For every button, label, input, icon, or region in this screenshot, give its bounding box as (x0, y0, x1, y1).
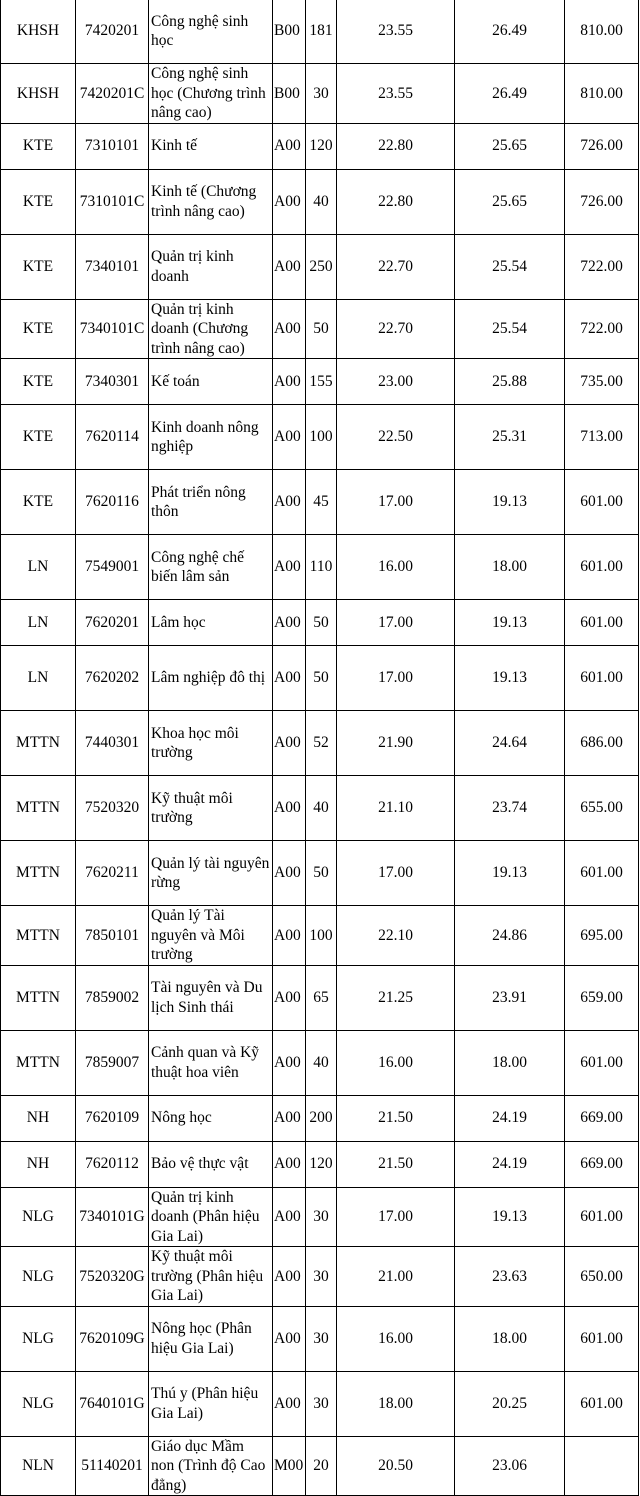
score-cell: 17.00 (337, 470, 455, 535)
major-name-cell: Tài nguyên và Du lịch Sinh thái (149, 965, 273, 1030)
score-cell: 23.55 (337, 0, 455, 64)
quota-cell: 250 (306, 234, 337, 299)
major-name-cell: Phát triển nông thôn (149, 470, 273, 535)
score-1200-cell: 601.00 (565, 470, 639, 535)
major-name-cell: Lâm học (149, 600, 273, 646)
quota-cell: 200 (306, 1095, 337, 1141)
quota-cell: 40 (306, 776, 337, 841)
subject-group-cell: A00 (273, 1247, 306, 1307)
score-cell: 18.00 (337, 1371, 455, 1436)
score-cell: 22.80 (337, 123, 455, 169)
table-row (1, 64, 639, 124)
major-name-cell: Công nghệ sinh học (149, 0, 273, 64)
score-30-cell: 23.63 (455, 1247, 565, 1307)
major-name-cell: Kỹ thuật môi trường (Phân hiệu Gia Lai) (149, 1247, 273, 1307)
faculty-code-cell: MTTN (1, 711, 76, 776)
subject-group-cell: A00 (273, 1371, 306, 1436)
quota-cell: 40 (306, 1030, 337, 1095)
score-cell: 22.10 (337, 906, 455, 966)
major-name-cell: Quản trị kinh doanh (Chương trình nâng cao) (149, 299, 273, 359)
score-cell: 23.00 (337, 359, 455, 405)
score-cell: 21.50 (337, 1095, 455, 1141)
faculty-code-cell: NLG (1, 1306, 76, 1371)
quota-cell: 50 (306, 646, 337, 711)
faculty-code-cell: MTTN (1, 841, 76, 906)
subject-group-cell: A00 (273, 359, 306, 405)
major-code-cell: 7340301 (76, 359, 149, 405)
quota-cell: 120 (306, 1141, 337, 1187)
major-name-cell: Bảo vệ thực vật (149, 1141, 273, 1187)
major-name-cell: Quản lý Tài nguyên và Môi trường (149, 906, 273, 966)
score-30-cell: 25.65 (455, 169, 565, 234)
quota-cell: 50 (306, 299, 337, 359)
quota-cell: 50 (306, 841, 337, 906)
table-row (1, 841, 639, 906)
score-30-cell: 20.25 (455, 1371, 565, 1436)
major-code-cell: 51140201 (76, 1436, 149, 1496)
subject-group-cell: A00 (273, 1141, 306, 1187)
score-1200-cell: 601.00 (565, 535, 639, 600)
score-cell: 16.00 (337, 535, 455, 600)
major-name-cell: Quản trị kinh doanh (149, 234, 273, 299)
score-1200-cell: 601.00 (565, 1306, 639, 1371)
subject-group-cell: B00 (273, 64, 306, 124)
faculty-code-cell: LN (1, 535, 76, 600)
subject-group-cell: A00 (273, 841, 306, 906)
subject-group-cell: A00 (273, 123, 306, 169)
major-code-cell: 7420201C (76, 64, 149, 124)
major-name-cell: Thú y (Phân hiệu Gia Lai) (149, 1371, 273, 1436)
subject-group-cell: A00 (273, 234, 306, 299)
score-30-cell: 18.00 (455, 1306, 565, 1371)
faculty-code-cell: KTE (1, 299, 76, 359)
major-code-cell: 7620116 (76, 470, 149, 535)
score-1200-cell: 686.00 (565, 711, 639, 776)
score-30-cell: 23.06 (455, 1436, 565, 1496)
major-code-cell: 7859007 (76, 1030, 149, 1095)
score-1200-cell: 722.00 (565, 299, 639, 359)
major-code-cell: 7340101G (76, 1187, 149, 1247)
quota-cell: 110 (306, 535, 337, 600)
score-30-cell: 26.49 (455, 0, 565, 64)
major-code-cell: 7310101C (76, 169, 149, 234)
score-30-cell: 24.86 (455, 906, 565, 966)
score-cell: 17.00 (337, 841, 455, 906)
score-1200-cell: 655.00 (565, 776, 639, 841)
quota-cell: 100 (306, 405, 337, 470)
major-name-cell: Công nghệ chế biến lâm sản (149, 535, 273, 600)
faculty-code-cell: NH (1, 1095, 76, 1141)
score-1200-cell: 601.00 (565, 1030, 639, 1095)
score-cell: 22.70 (337, 234, 455, 299)
subject-group-cell: A00 (273, 1030, 306, 1095)
major-code-cell: 7620201 (76, 600, 149, 646)
score-cell: 16.00 (337, 1306, 455, 1371)
major-name-cell: Khoa học môi trường (149, 711, 273, 776)
score-1200-cell: 601.00 (565, 1187, 639, 1247)
major-name-cell: Nông học (Phân hiệu Gia Lai) (149, 1306, 273, 1371)
table-row (1, 1187, 639, 1247)
table-row (1, 906, 639, 966)
score-30-cell: 25.54 (455, 299, 565, 359)
major-code-cell: 7340101C (76, 299, 149, 359)
score-1200-cell: 601.00 (565, 1371, 639, 1436)
major-code-cell: 7420201 (76, 0, 149, 64)
table-row (1, 1436, 639, 1496)
major-code-cell: 7440301 (76, 711, 149, 776)
score-30-cell: 19.13 (455, 600, 565, 646)
faculty-code-cell: KTE (1, 123, 76, 169)
score-1200-cell (565, 1436, 639, 1496)
score-1200-cell: 669.00 (565, 1141, 639, 1187)
table-row (1, 470, 639, 535)
score-30-cell: 19.13 (455, 841, 565, 906)
score-cell: 21.00 (337, 1247, 455, 1307)
quota-cell: 52 (306, 711, 337, 776)
table-row (1, 535, 639, 600)
faculty-code-cell: KTE (1, 470, 76, 535)
faculty-code-cell: NH (1, 1141, 76, 1187)
quota-cell: 50 (306, 600, 337, 646)
faculty-code-cell: LN (1, 600, 76, 646)
table-row (1, 776, 639, 841)
table-row (1, 1095, 639, 1141)
table-row (1, 0, 639, 64)
major-code-cell: 7520320G (76, 1247, 149, 1307)
major-code-cell: 7340101 (76, 234, 149, 299)
score-30-cell: 25.65 (455, 123, 565, 169)
faculty-code-cell: MTTN (1, 906, 76, 966)
table-row (1, 600, 639, 646)
score-cell: 16.00 (337, 1030, 455, 1095)
subject-group-cell: A00 (273, 906, 306, 966)
quota-cell: 30 (306, 1247, 337, 1307)
score-cell: 22.70 (337, 299, 455, 359)
table-row (1, 1247, 639, 1307)
score-30-cell: 18.00 (455, 1030, 565, 1095)
major-code-cell: 7549001 (76, 535, 149, 600)
table-row (1, 646, 639, 711)
score-1200-cell: 713.00 (565, 405, 639, 470)
score-1200-cell: 726.00 (565, 123, 639, 169)
table-row (1, 234, 639, 299)
score-30-cell: 25.88 (455, 359, 565, 405)
major-code-cell: 7620211 (76, 841, 149, 906)
quota-cell: 30 (306, 64, 337, 124)
table-row (1, 1371, 639, 1436)
table-row (1, 123, 639, 169)
major-name-cell: Lâm nghiệp đô thị (149, 646, 273, 711)
score-1200-cell: 669.00 (565, 1095, 639, 1141)
table-row (1, 405, 639, 470)
faculty-code-cell: NLG (1, 1187, 76, 1247)
quota-cell: 181 (306, 0, 337, 64)
faculty-code-cell: KHSH (1, 0, 76, 64)
major-name-cell: Kinh tế (149, 123, 273, 169)
score-30-cell: 26.49 (455, 64, 565, 124)
major-code-cell: 7620112 (76, 1141, 149, 1187)
score-1200-cell: 810.00 (565, 64, 639, 124)
subject-group-cell: A00 (273, 1095, 306, 1141)
table-row (1, 1141, 639, 1187)
score-1200-cell: 601.00 (565, 841, 639, 906)
table-row (1, 965, 639, 1030)
major-code-cell: 7620109 (76, 1095, 149, 1141)
quota-cell: 100 (306, 906, 337, 966)
score-30-cell: 19.13 (455, 646, 565, 711)
faculty-code-cell: MTTN (1, 1030, 76, 1095)
major-code-cell: 7310101 (76, 123, 149, 169)
subject-group-cell: M00 (273, 1436, 306, 1496)
major-name-cell: Quản trị kinh doanh (Phân hiệu Gia Lai) (149, 1187, 273, 1247)
score-cell: 17.00 (337, 1187, 455, 1247)
score-1200-cell: 726.00 (565, 169, 639, 234)
quota-cell: 45 (306, 470, 337, 535)
score-cell: 17.00 (337, 646, 455, 711)
score-30-cell: 24.19 (455, 1095, 565, 1141)
score-30-cell: 18.00 (455, 535, 565, 600)
faculty-code-cell: NLN (1, 1436, 76, 1496)
subject-group-cell: A00 (273, 600, 306, 646)
major-code-cell: 7620202 (76, 646, 149, 711)
subject-group-cell: A00 (273, 535, 306, 600)
major-code-cell: 7859002 (76, 965, 149, 1030)
faculty-code-cell: KTE (1, 169, 76, 234)
score-cell: 21.90 (337, 711, 455, 776)
subject-group-cell: A00 (273, 776, 306, 841)
quota-cell: 30 (306, 1187, 337, 1247)
score-cell: 23.55 (337, 64, 455, 124)
table-row (1, 299, 639, 359)
table-body (1, 0, 639, 1496)
quota-cell: 40 (306, 169, 337, 234)
subject-group-cell: A00 (273, 1306, 306, 1371)
faculty-code-cell: NLG (1, 1247, 76, 1307)
quota-cell: 155 (306, 359, 337, 405)
score-cell: 17.00 (337, 600, 455, 646)
quota-cell: 30 (306, 1371, 337, 1436)
major-code-cell: 7620114 (76, 405, 149, 470)
score-cell: 21.25 (337, 965, 455, 1030)
table-row (1, 711, 639, 776)
score-30-cell: 24.64 (455, 711, 565, 776)
major-name-cell: Công nghệ sinh học (Chương trình nâng cao) (149, 64, 273, 124)
faculty-code-cell: KHSH (1, 64, 76, 124)
score-1200-cell: 735.00 (565, 359, 639, 405)
quota-cell: 120 (306, 123, 337, 169)
major-code-cell: 7620109G (76, 1306, 149, 1371)
major-name-cell: Kế toán (149, 359, 273, 405)
table-row (1, 359, 639, 405)
faculty-code-cell: MTTN (1, 776, 76, 841)
score-1200-cell: 810.00 (565, 0, 639, 64)
subject-group-cell: B00 (273, 0, 306, 64)
subject-group-cell: A00 (273, 965, 306, 1030)
major-name-cell: Kinh tế (Chương trình nâng cao) (149, 169, 273, 234)
score-cell: 22.80 (337, 169, 455, 234)
subject-group-cell: A00 (273, 405, 306, 470)
major-name-cell: Quản lý tài nguyên rừng (149, 841, 273, 906)
faculty-code-cell: KTE (1, 234, 76, 299)
score-cell: 20.50 (337, 1436, 455, 1496)
table-row (1, 1030, 639, 1095)
subject-group-cell: A00 (273, 299, 306, 359)
score-1200-cell: 722.00 (565, 234, 639, 299)
faculty-code-cell: MTTN (1, 965, 76, 1030)
score-1200-cell: 695.00 (565, 906, 639, 966)
major-name-cell: Cảnh quan và Kỹ thuật hoa viên (149, 1030, 273, 1095)
subject-group-cell: A00 (273, 470, 306, 535)
score-cell: 21.10 (337, 776, 455, 841)
score-1200-cell: 601.00 (565, 600, 639, 646)
score-1200-cell: 659.00 (565, 965, 639, 1030)
quota-cell: 30 (306, 1306, 337, 1371)
major-code-cell: 7520320 (76, 776, 149, 841)
score-1200-cell: 601.00 (565, 646, 639, 711)
score-30-cell: 23.91 (455, 965, 565, 1030)
quota-cell: 20 (306, 1436, 337, 1496)
score-cell: 22.50 (337, 405, 455, 470)
score-30-cell: 24.19 (455, 1141, 565, 1187)
faculty-code-cell: NLG (1, 1371, 76, 1436)
subject-group-cell: A00 (273, 1187, 306, 1247)
major-code-cell: 7850101 (76, 906, 149, 966)
faculty-code-cell: LN (1, 646, 76, 711)
major-name-cell: Giáo dục Mầm non (Trình độ Cao đẳng) (149, 1436, 273, 1496)
major-code-cell: 7640101G (76, 1371, 149, 1436)
subject-group-cell: A00 (273, 711, 306, 776)
major-name-cell: Nông học (149, 1095, 273, 1141)
score-30-cell: 23.74 (455, 776, 565, 841)
table-row (1, 1306, 639, 1371)
score-1200-cell: 650.00 (565, 1247, 639, 1307)
major-name-cell: Kỹ thuật môi trường (149, 776, 273, 841)
score-30-cell: 19.13 (455, 470, 565, 535)
score-cell: 21.50 (337, 1141, 455, 1187)
faculty-code-cell: KTE (1, 405, 76, 470)
subject-group-cell: A00 (273, 646, 306, 711)
score-30-cell: 25.54 (455, 234, 565, 299)
faculty-code-cell: KTE (1, 359, 76, 405)
table-row (1, 169, 639, 234)
major-name-cell: Kinh doanh nông nghiệp (149, 405, 273, 470)
score-30-cell: 19.13 (455, 1187, 565, 1247)
quota-cell: 65 (306, 965, 337, 1030)
subject-group-cell: A00 (273, 169, 306, 234)
score-30-cell: 25.31 (455, 405, 565, 470)
